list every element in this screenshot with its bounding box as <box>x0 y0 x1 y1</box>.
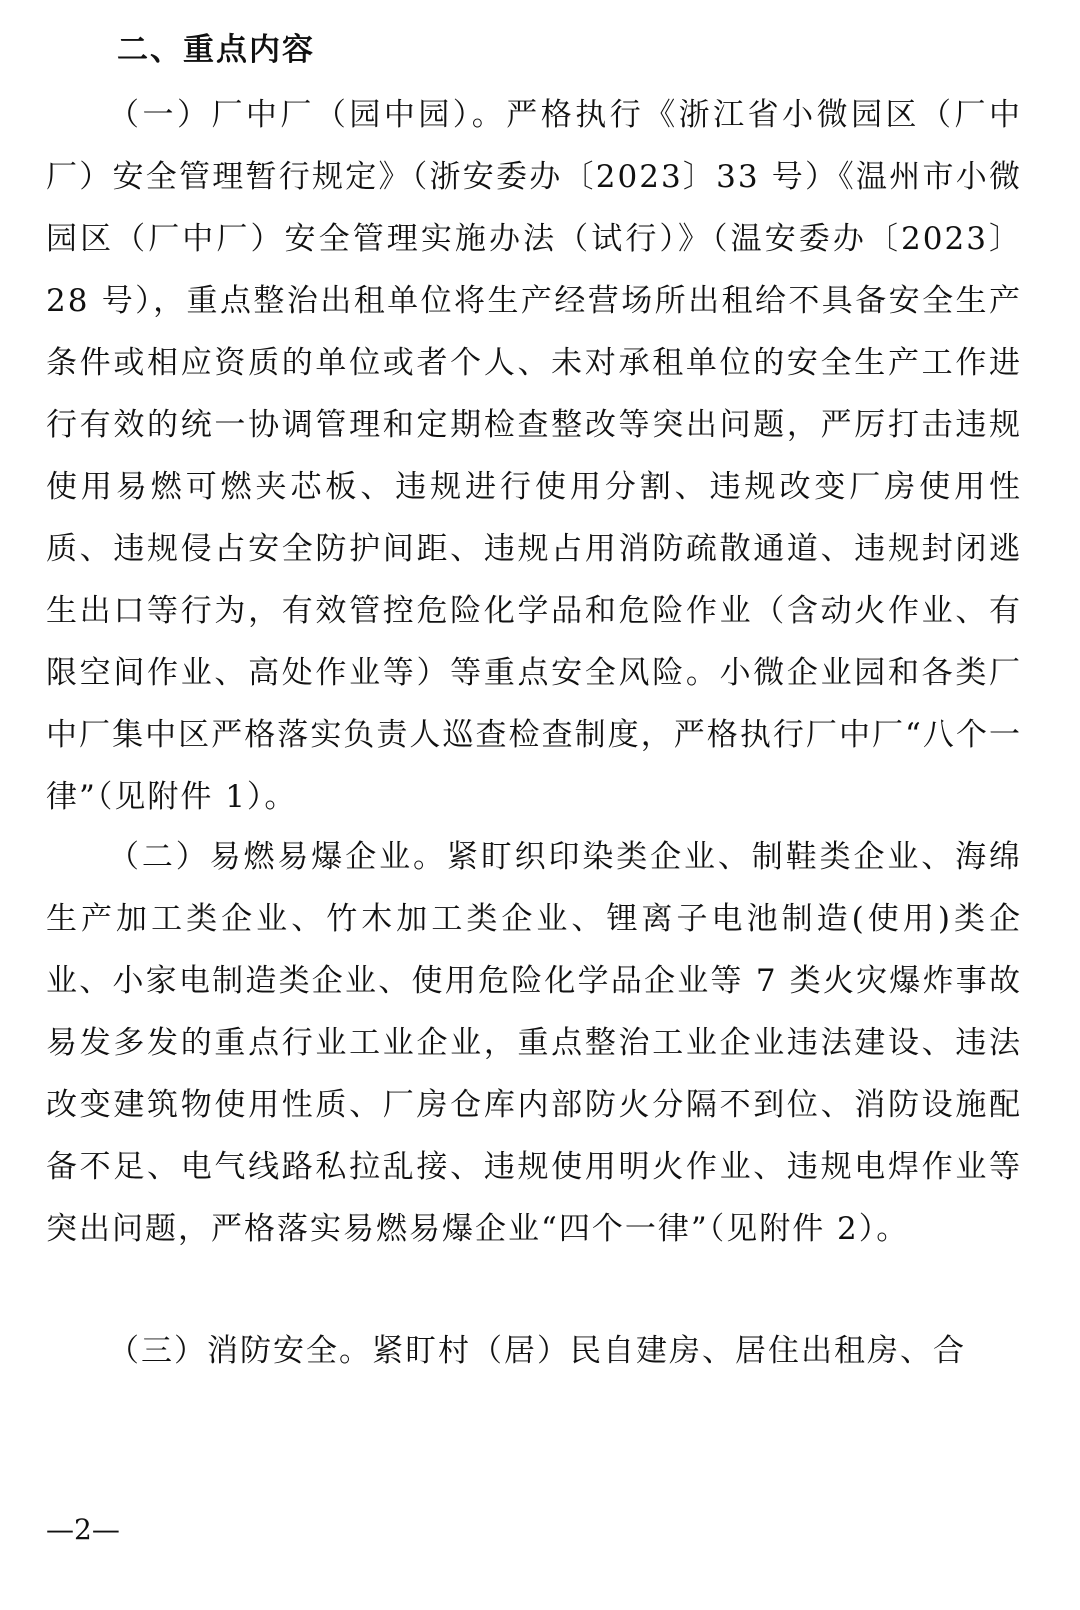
paragraph-fire-safety: （三）消防安全。紧盯村（居）民自建房、居住出租房、合 <box>108 1333 966 1369</box>
paragraph-flammable-explosive-enterprises: （二）易燃易爆企业。紧盯织印染类企业、制鞋类企业、海绵生产加工类企业、竹木加工类企业、锂离子电池制造(使用)类企业、小家电制造类企业、使用危险化学品企业等 7 类火灾爆炸事故易发多发的重点行业工业企业，重点整治工业企业违法建设、违法改变建筑物使用性质、厂房仓库内部防火分隔不到位、消防设施配备不足、电气线路私拉乱接、违规使用明火作业、违规电焊作业等突出问题，严格落实易燃易爆企业“四个一律”（见附件 2）。 <box>46 839 1022 1247</box>
page-number: —2— <box>46 1513 120 1546</box>
paragraph-factory-in-factory: （一）厂中厂（园中园）。严格执行《浙江省小微园区（厂中厂）安全管理暂行规定》（浙安委办〔2023〕33 号）《温州市小微园区（厂中厂）安全管理实施办法（试行）》（温安委办〔2023〕28 号），重点整治出租单位将生产经营场所出租给不具备安全生产条件或相应资质的单位或者个人、未对承租单位的安全生产工作进行有效的统一协调管理和定期检查整改等突出问题，严厉打击违规使用易燃可燃夹芯板、违规进行使用分割、违规改变厂房使用性质、违规侵占安全防护间距、违规占用消防疏散通道、违规封闭逃生出口等行为，有效管控危险化学品和危险作业（含动火作业、有限空间作业、高处作业等）等重点安全风险。小微企业园和各类厂中厂集中区严格落实负责人巡查检查制度，严格执行厂中厂“八个一律”（见附件 1）。 <box>46 97 1022 815</box>
section-heading: 二、重点内容 <box>117 32 315 68</box>
